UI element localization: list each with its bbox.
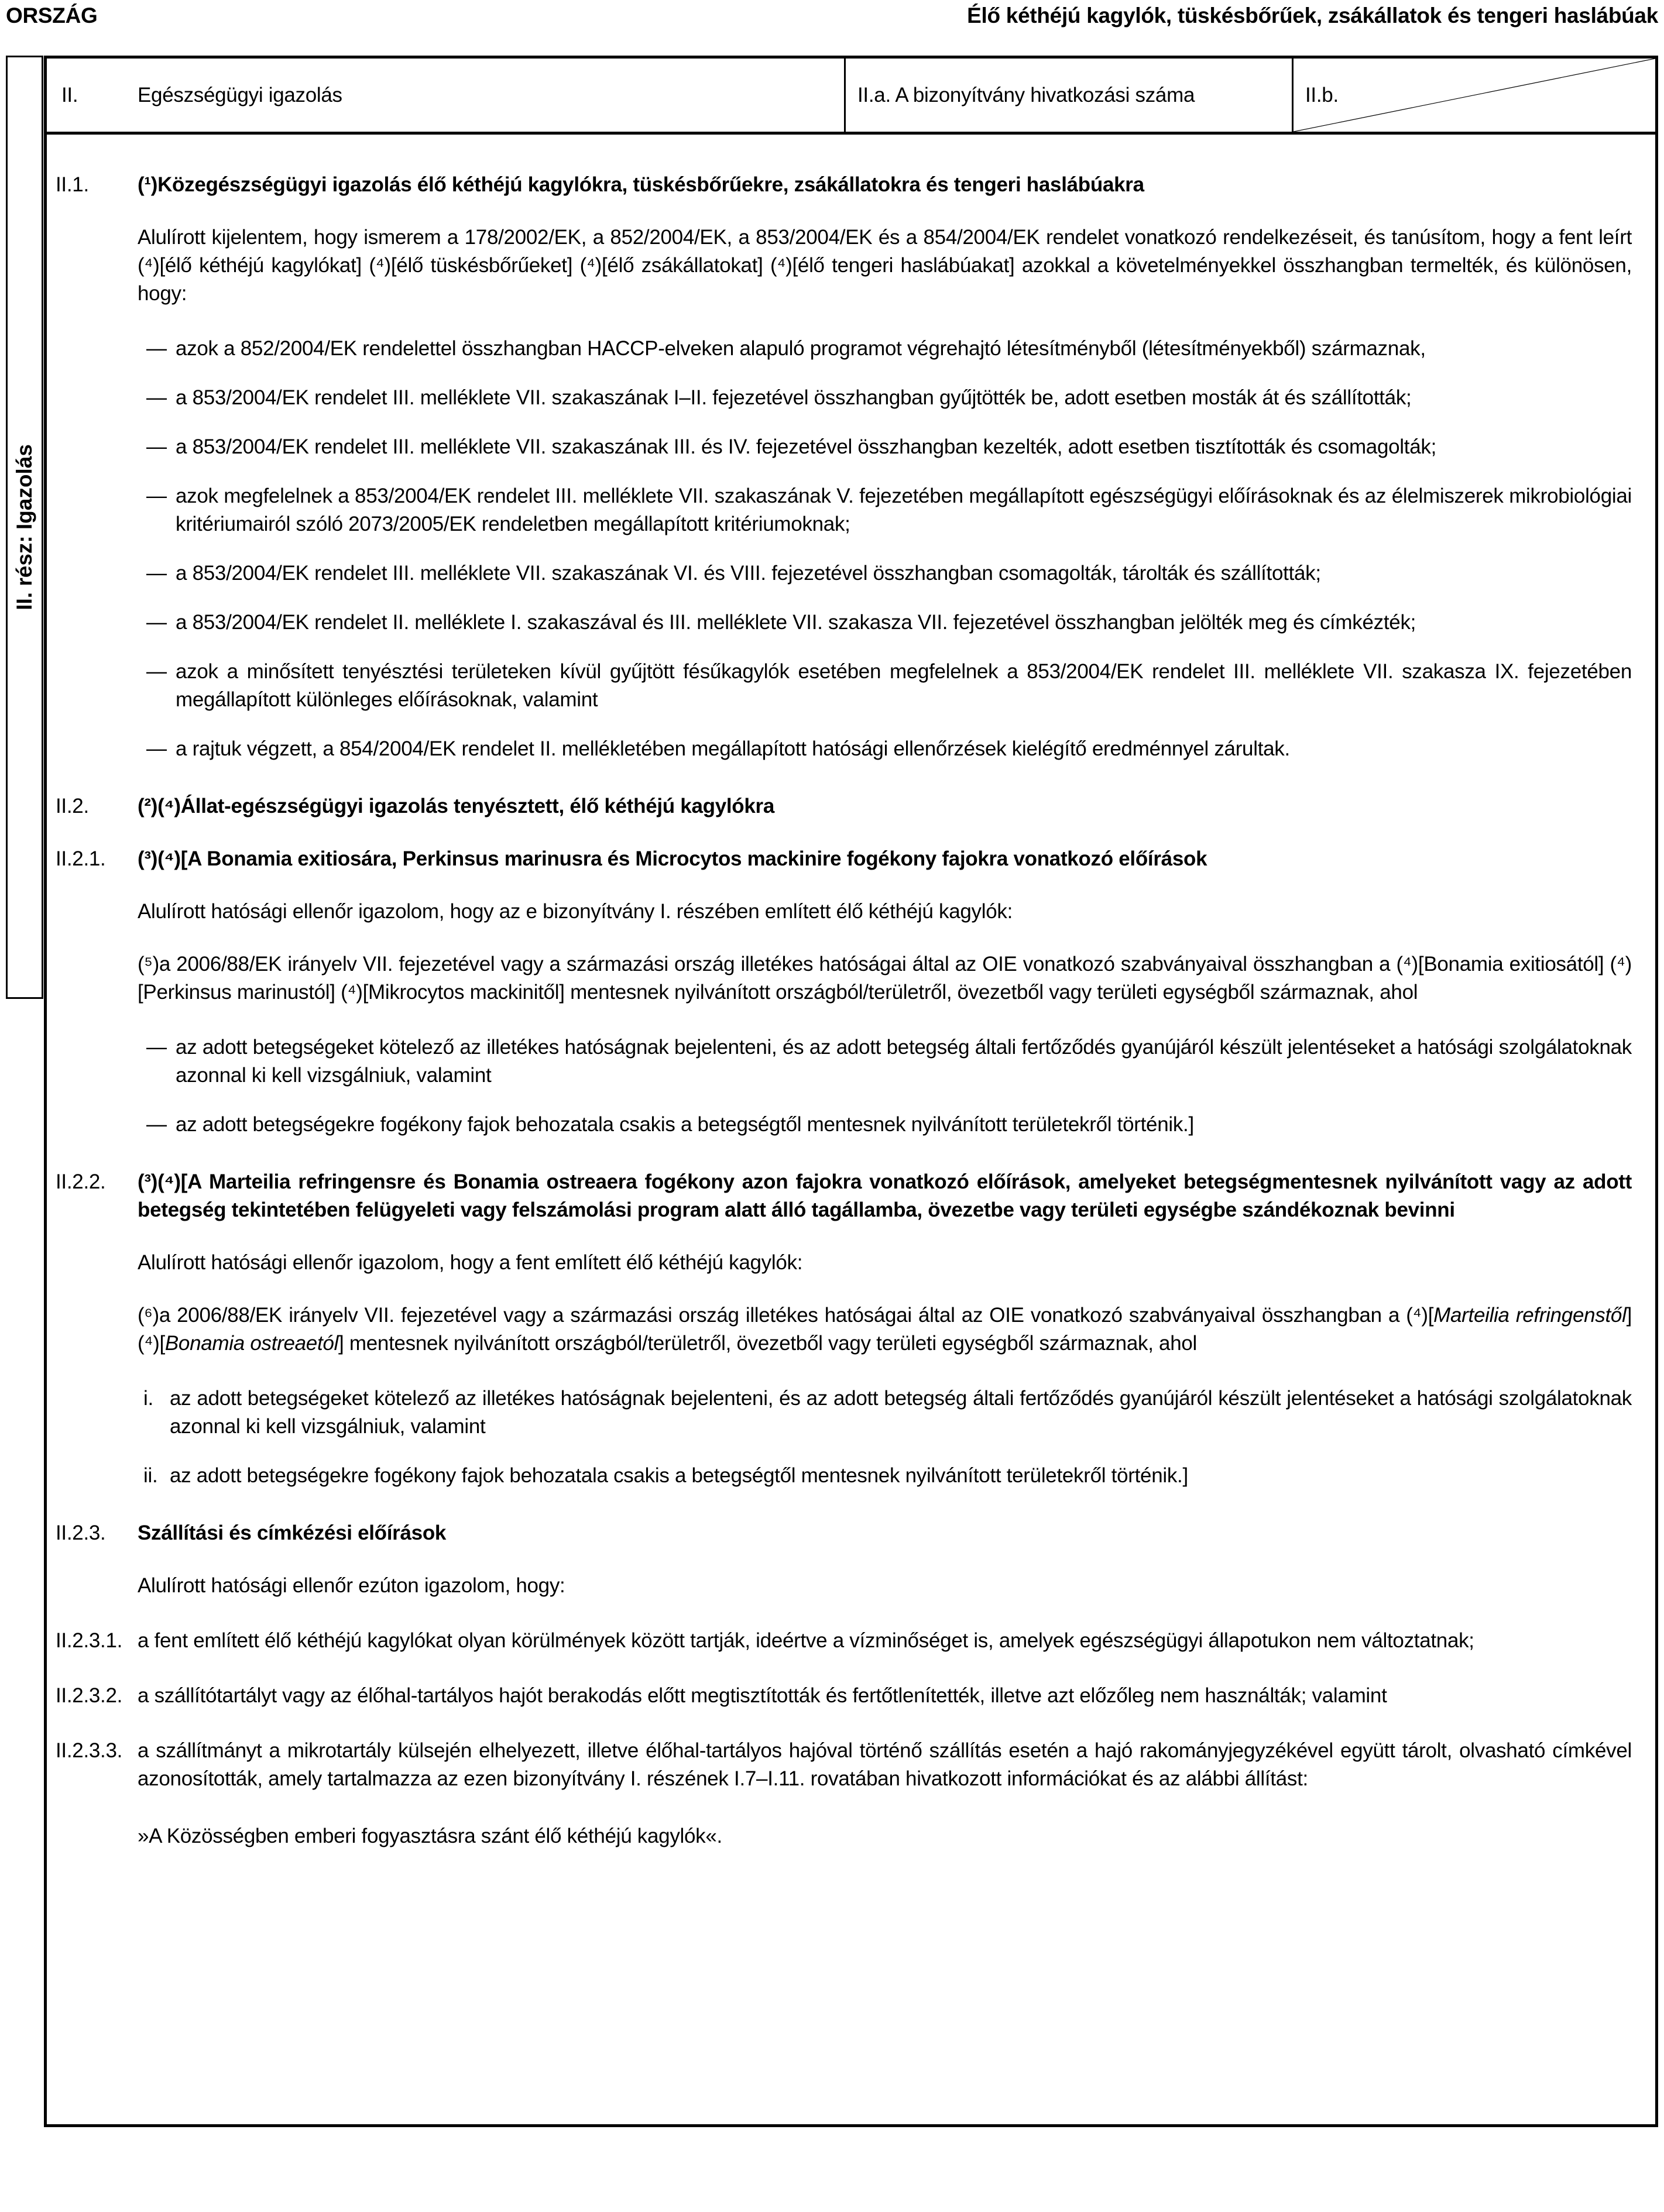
section-ii21-bullets [56, 1033, 1632, 1160]
section-number: II.2.3.2. [56, 1684, 123, 1707]
section-ii231-row [56, 1627, 1632, 1655]
list-item-text: az adott betegségekre fogékony fajok behozatala csakis a betegségtől mentesnek nyilvánított területekről történik.] [176, 1113, 1194, 1136]
roman-numeral-label: ii. [143, 1464, 158, 1487]
dash-icon: — [146, 337, 167, 360]
roman-numeral-label: i. [143, 1387, 153, 1410]
section-ii-number: II. [61, 83, 78, 107]
section-number: II.2.3. [56, 1521, 106, 1544]
section-intro: Alulírott hatósági ellenőr igazolom, hogy az e bizonyítvány I. részében említett élő kéthéjú kagylók: [138, 900, 1013, 923]
list-item [146, 735, 1632, 763]
section-heading: (³)(⁴)[A Bonamia exitiosára, Perkinsus marinusra és Microcytos mackinire fogékony fajokra vonatkozó előírások [138, 847, 1207, 870]
section-ii21-para-row [56, 950, 1632, 1007]
section-ii1-bullets [56, 335, 1632, 784]
dash-icon: — [146, 386, 167, 409]
section-ii23-heading-row [56, 1519, 1632, 1547]
dash-icon: — [146, 1036, 167, 1059]
diagonal-strike-line [1294, 59, 1655, 132]
certificate-table [44, 56, 1658, 2127]
section-ii1-intro-row [56, 224, 1632, 308]
section-ii21-intro-row [56, 898, 1632, 926]
section-text: a szállítmányt a mikrotartály külsején elhelyezett, illetve élőhal-tartályos hajóval történő szállítás esetén a hajó rakományjegyzékével együtt tárolt, olvasható címkével azonosították, amely tartalmazza az ezen bizonyítvány I. részének I.7–I.11. rovatában hivatkozott információkat és az alábbi állítást: [138, 1739, 1632, 1790]
section-ii22-items [56, 1385, 1632, 1511]
cell-certificate-reference [846, 59, 1294, 132]
species-name-italic: Marteilia refringenstől [1433, 1304, 1627, 1327]
section-heading: (¹)Közegészségügyi igazolás élő kéthéjú kagylókra, tüskésbőrűekre, zsákállatokra és tengeri haslábúakra [138, 173, 1144, 196]
section-heading: (³)(⁴)[A Marteilia refringensre és Bonamia ostreaera fogékony azon fajokra vonatkozó előírások, amelyeket betegségmentesnek nyilvánított vagy az adott betegség tekintetében felügyeleti vagy felszámolási program alatt álló tagállamba, övezetbe vagy területi egységbe szándékoznak bevinni [138, 1170, 1632, 1221]
list-item-text: a 853/2004/EK rendelet II. melléklete I. szakaszával és III. melléklete VII. szakasza VII. fejezetével összhangban jelölték meg és címkézték; [176, 611, 1416, 634]
list-item [146, 559, 1632, 588]
paragraph-text: ] mentesnek nyilvánított országból/területről, övezetből vagy területi egységből származnak, ahol [338, 1332, 1198, 1355]
dash-icon: — [146, 737, 167, 760]
side-vertical-label: II. rész: Igazolás [12, 444, 36, 610]
list-item [146, 1111, 1632, 1139]
document-title: Élő kéthéjú kagylók, tüskésbőrűek, zsákállatok és tengeri haslábúak [967, 4, 1658, 28]
section-intro: Alulírott hatósági ellenőr ezúton igazolom, hogy: [138, 1574, 565, 1597]
section-text: a szállítótartályt vagy az élőhal-tartályos hajót berakodás előtt megtisztították és fertőtlenítették, illetve azt előzőleg nem használták; valamint [138, 1684, 1387, 1707]
list-item [146, 658, 1632, 714]
section-number: II.1. [56, 173, 89, 196]
section-ii21-heading-row [56, 845, 1632, 873]
section-ii22-heading-row [56, 1168, 1632, 1224]
list-item-text: a 853/2004/EK rendelet III. melléklete VII. szakaszának I–II. fejezetével összhangban gyűjtötték be, adott esetben mosták át és szállították; [176, 386, 1412, 409]
list-item-text: az adott betegségeket kötelező az illetékes hatóságnak bejelenteni, és az adott betegség általi fertőződés gyanújáról készült jelentéseket a hatósági szolgálatoknak azonnal ki kell vizsgálniuk, valamint [176, 1036, 1632, 1087]
list-item-text: a 853/2004/EK rendelet III. melléklete VII. szakaszának VI. és VIII. fejezetével összhangban csomagolták, tárolták és szállították; [176, 562, 1321, 585]
cell-iib [1294, 59, 1655, 132]
dash-icon: — [146, 611, 167, 634]
list-item-text: az adott betegségeket kötelező az illetékes hatóságnak bejelenteni, és az adott betegség általi fertőződés gyanújáról készült jelentéseket a hatósági szolgálatoknak azonnal ki kell vizsgálniuk, valamint [170, 1387, 1632, 1438]
section-ii1-heading-row [56, 171, 1632, 199]
section-heading: Szállítási és címkézési előírások [138, 1521, 447, 1544]
list-item [146, 384, 1632, 412]
list-item [143, 1462, 1632, 1490]
section-heading: (²)(⁴)Állat-egészségügyi igazolás tenyésztett, élő kéthéjú kagylókra [138, 795, 775, 818]
country-label: ORSZÁG [6, 4, 98, 28]
list-item-text: az adott betegségekre fogékony fajok behozatala csakis a betegségtől mentesnek nyilvánított területekről történik.] [170, 1464, 1188, 1487]
section-paragraph [138, 1301, 1632, 1358]
iib-label: II.b. [1305, 83, 1339, 107]
section-intro: Alulírott kijelentem, hogy ismerem a 178/2002/EK, a 852/2004/EK, a 853/2004/EK és a 854/2004/EK rendelet vonatkozó rendelkezéseit, és tanúsítom, hogy a fent leírt (⁴)[élő kéthéjú kagylókat] (⁴)[élő tüskésbőrűeket] (⁴)[élő zsákállatokat] (⁴)[élő tengeri haslábúakat] azokkal a követelményekkel összhangban termelték, és különösen, hogy: [138, 226, 1632, 305]
section-ii232-row [56, 1682, 1632, 1710]
section-ii22-intro-row [56, 1249, 1632, 1277]
section-number: II.2.2. [56, 1170, 106, 1193]
section-ii233-row [56, 1737, 1632, 1850]
section-paragraph: (⁵)a 2006/88/EK irányelv VII. fejezetével vagy a származási ország illetékes hatóságai által az OIE vonatkozó szabványaival összhangban a (⁴)[Bonamia exitiosától] (⁴)[Perkinsus marinustól] (⁴)[Mikrocytos mackinitől] mentesnek nyilvánított országból/területről, övezetből vagy területi egységből származnak, ahol [138, 953, 1632, 1004]
section-intro: Alulírott hatósági ellenőr igazolom, hogy a fent említett élő kéthéjú kagylók: [138, 1251, 803, 1274]
section-number: II.2.3.3. [56, 1739, 123, 1762]
paragraph-text: (⁶)a 2006/88/EK irányelv VII. fejezetével vagy a származási ország illetékes hatóságai által az OIE vonatkozó szabványaival összhangban a (⁴)[ [138, 1304, 1434, 1327]
list-item [146, 335, 1632, 363]
page-header [6, 4, 1658, 28]
dash-icon: — [146, 562, 167, 585]
part-ii-side-strip [6, 56, 43, 999]
list-item-text: azok a 852/2004/EK rendelettel összhangban HACCP-elveken alapuló programot végrehajtó létesítményből (létesítményekből) származnak, [176, 337, 1426, 360]
section-ii22-para-row [56, 1301, 1632, 1358]
certificate-body [47, 135, 1655, 1850]
list-item-text: a 853/2004/EK rendelet III. melléklete VII. szakaszának III. és IV. fejezetével összhangban kezelték, adott esetben tisztították és csomagolták; [176, 435, 1436, 458]
list-item [146, 609, 1632, 637]
list-item [146, 482, 1632, 538]
section-number: II.2. [56, 795, 89, 818]
list-item [143, 1385, 1632, 1441]
list-item [146, 1033, 1632, 1090]
section-number: II.2.1. [56, 847, 106, 870]
cell-health-attestation [47, 59, 846, 132]
section-number: II.2.3.1. [56, 1629, 123, 1652]
section-ii2-heading-row [56, 792, 1632, 820]
label-statement-quote: »A Közösségben emberi fogyasztásra szánt élő kéthéjú kagylók«. [138, 1825, 722, 1847]
dash-icon: — [146, 1113, 167, 1136]
section-text: a fent említett élő kéthéjú kagylókat olyan körülmények között tartják, ideértve a vízminőséget is, amelyek egészségügyi állapotukon nem változtatnak; [138, 1629, 1474, 1652]
dash-icon: — [146, 485, 167, 507]
section-ii-label: Egészségügyi igazolás [138, 83, 342, 107]
certificate-reference-label: II.a. A bizonyítvány hivatkozási száma [857, 83, 1195, 107]
list-item [146, 433, 1632, 461]
list-item-text: azok a minősített tenyésztési területeken kívül gyűjtött fésűkagylók esetében megfelelnek a 853/2004/EK rendelet III. melléklete VII. szakasza IX. fejezetében megállapított különleges előírásoknak, valamint [176, 660, 1632, 711]
dash-icon: — [146, 660, 167, 683]
certificate-header-row [47, 59, 1655, 135]
list-item-text: azok megfelelnek a 853/2004/EK rendelet III. melléklete VII. szakaszának V. fejezetében megállapított egészségügyi előírásoknak és az élelmiszerek mikrobiológiai kritériumairól szóló 2073/2005/EK rendeletben megállapított kritériumoknak; [176, 485, 1632, 535]
species-name-italic: Bonamia ostreaetól [164, 1332, 339, 1355]
dash-icon: — [146, 435, 167, 458]
section-ii23-intro-row [56, 1572, 1632, 1600]
paragraph-text: ] (⁴)[ [138, 1304, 1632, 1355]
list-item-text: a rajtuk végzett, a 854/2004/EK rendelet II. mellékletében megállapított hatósági ellenőrzések kielégítő eredménnyel zárultak. [176, 737, 1290, 760]
